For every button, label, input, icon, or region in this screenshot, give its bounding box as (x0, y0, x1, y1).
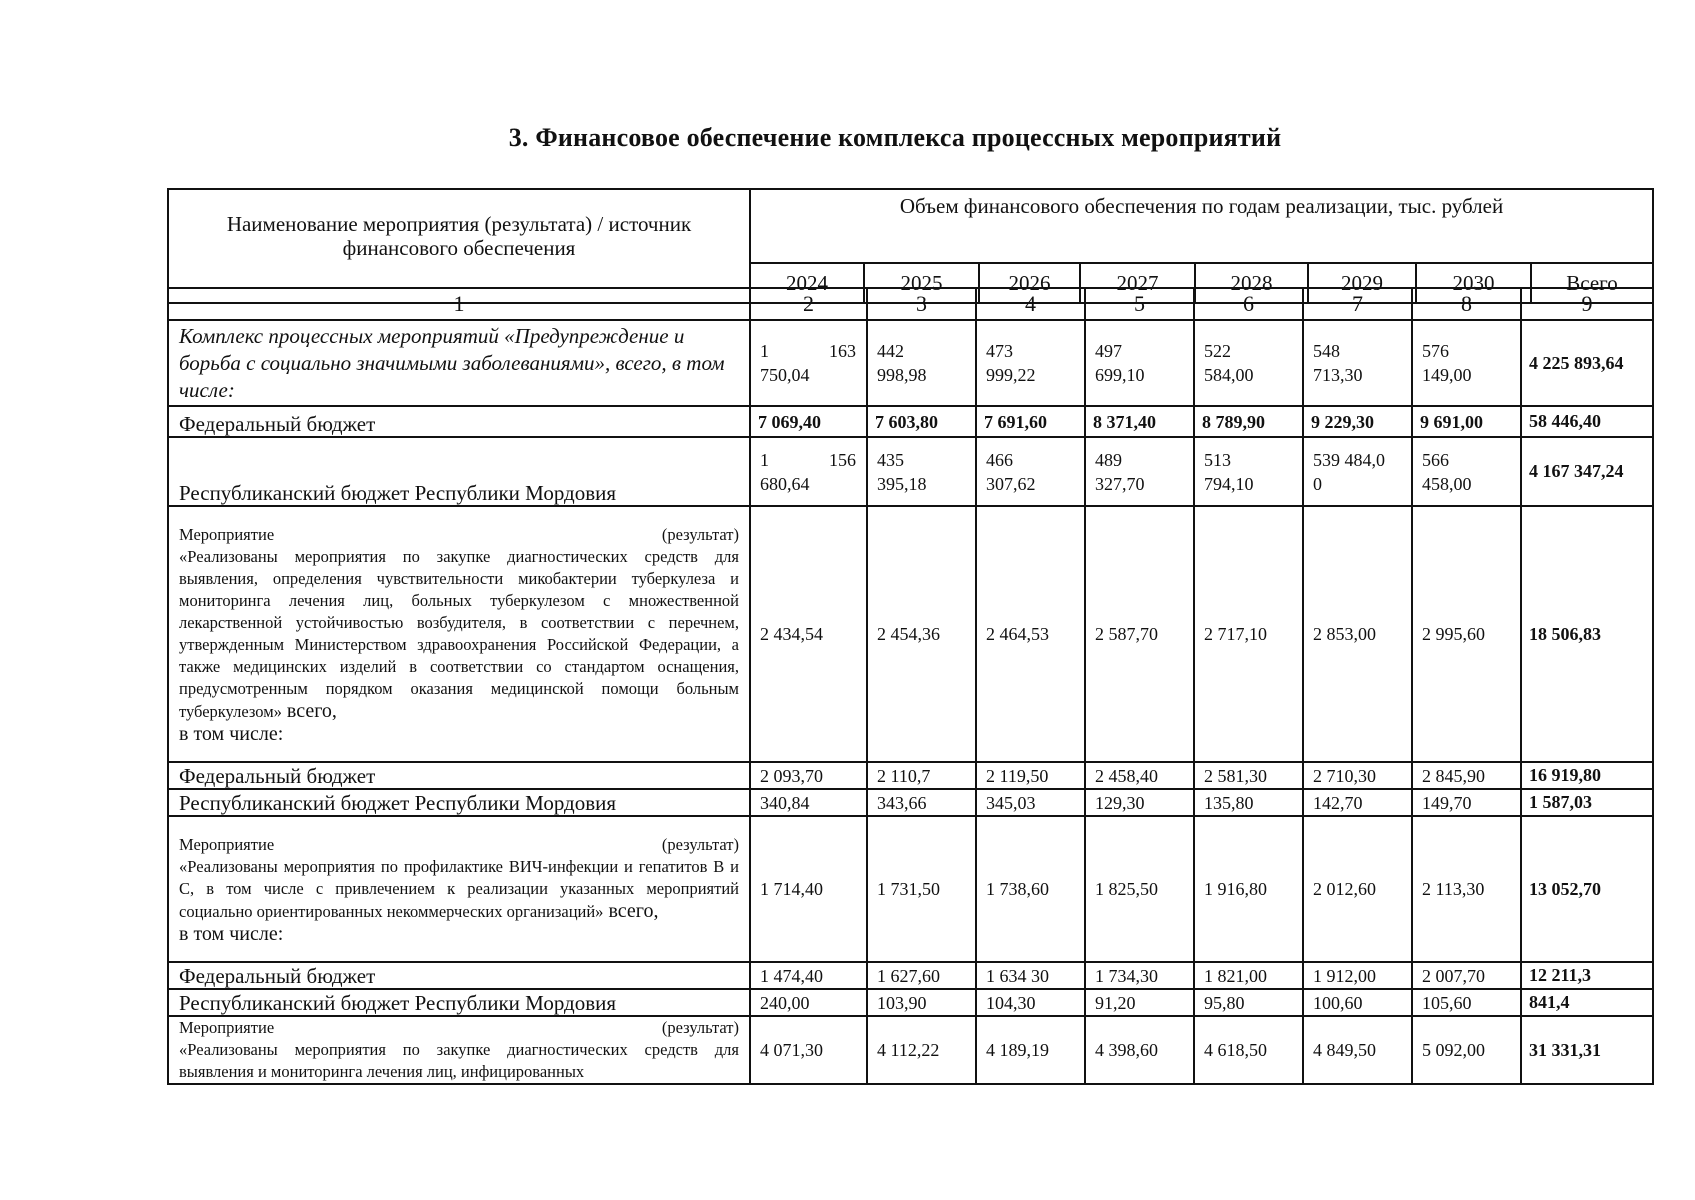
year-header: 2025 (864, 263, 979, 303)
year-header: 2029 (1308, 263, 1416, 303)
volume-column-header: Объем финансового обеспечения по годам реализации, тыс. рублей (750, 189, 1653, 263)
measure-text: в том числе: (179, 922, 284, 945)
value-cell: 91,20 (1085, 989, 1194, 1016)
value-part: 750,04 (760, 365, 810, 385)
value-part: 307,62 (986, 473, 1036, 494)
value-cell: 1 916,80 (1194, 816, 1303, 962)
value-cell (976, 320, 1085, 406)
total-cell: 18 506,83 (1521, 506, 1653, 762)
value-cell: 9 229,30 (1303, 406, 1412, 437)
value-part: 998,98 (877, 365, 927, 385)
measure-label: (результат) (661, 834, 739, 854)
column-number: 5 (1085, 288, 1194, 320)
value-cell: 4 112,22 (867, 1016, 976, 1084)
value-cell (976, 437, 1085, 506)
value-cell: 343,66 (867, 789, 976, 816)
value-cell: 7 603,80 (867, 406, 976, 437)
value-part: 442 (877, 341, 904, 361)
value-part: 713,30 (1313, 365, 1363, 385)
total-cell: 58 446,40 (1521, 406, 1653, 437)
year-header: 2028 (1195, 263, 1308, 303)
value-cell: 4 189,19 (976, 1016, 1085, 1084)
column-number: 6 (1194, 288, 1303, 320)
value-part: 473 (986, 341, 1013, 361)
value-part: 497 (1095, 341, 1122, 361)
total-header: Всего (1531, 263, 1653, 303)
value-part: 0 (1313, 473, 1322, 494)
value-part: 489 (1095, 449, 1122, 470)
value-cell: 2 587,70 (1085, 506, 1194, 762)
table-row-federal (168, 962, 1653, 989)
column-number: 3 (867, 288, 976, 320)
value-part: 149,00 (1422, 365, 1472, 385)
value-cell: 345,03 (976, 789, 1085, 816)
column-number: 8 (1412, 288, 1521, 320)
column-number: 2 (750, 288, 867, 320)
total-cell: 1 587,03 (1521, 789, 1653, 816)
table-row-measure (168, 1016, 1653, 1084)
value-part: 156 (829, 449, 856, 470)
measure-text: «Реализованы мероприятия по закупке диагностических средств для выявления и мониторинга лечения лиц, инфицированных (179, 1040, 739, 1081)
value-cell: 104,30 (976, 989, 1085, 1016)
value-cell: 129,30 (1085, 789, 1194, 816)
value-cell: 100,60 (1303, 989, 1412, 1016)
measure-label: Мероприятие (179, 1018, 275, 1037)
value-cell: 9 691,00 (1412, 406, 1521, 437)
total-cell: 13 052,70 (1521, 816, 1653, 962)
value-cell: 1 912,00 (1303, 962, 1412, 989)
value-cell: 1 734,30 (1085, 962, 1194, 989)
table-row-federal (168, 406, 1653, 437)
value-cell (867, 437, 976, 506)
source-name: Республиканский бюджет Республики Мордовия (168, 437, 750, 506)
value-cell (750, 320, 867, 406)
value-cell: 240,00 (750, 989, 867, 1016)
value-cell: 8 789,90 (1194, 406, 1303, 437)
value-cell: 142,70 (1303, 789, 1412, 816)
source-name: Федеральный бюджет (168, 406, 750, 437)
value-part: 327,70 (1095, 473, 1145, 494)
year-header: 2024 (750, 263, 864, 303)
value-cell: 2 710,30 (1303, 762, 1412, 789)
measure-description (168, 506, 750, 762)
value-cell (750, 437, 867, 506)
measure-text: в том числе: (179, 722, 284, 745)
total-cell: 4 225 893,64 (1521, 320, 1653, 406)
value-cell: 4 398,60 (1085, 1016, 1194, 1084)
value-cell: 1 627,60 (867, 962, 976, 989)
column-number: 1 (168, 288, 750, 320)
measure-description (168, 816, 750, 962)
value-part: 395,18 (877, 473, 927, 494)
value-part: 435 (877, 449, 904, 470)
source-name: Республиканский бюджет Республики Мордовия (168, 789, 750, 816)
value-part: 680,64 (760, 473, 810, 494)
value-cell: 2 464,53 (976, 506, 1085, 762)
value-part: 513 (1204, 449, 1231, 470)
value-cell: 2 853,00 (1303, 506, 1412, 762)
value-part: 466 (986, 449, 1013, 470)
value-cell: 2 581,30 (1194, 762, 1303, 789)
value-cell: 1 821,00 (1194, 962, 1303, 989)
value-cell: 1 731,50 (867, 816, 976, 962)
finance-table (167, 287, 1654, 1085)
value-cell: 1 738,60 (976, 816, 1085, 962)
value-part: 539 484,0 (1313, 449, 1385, 470)
value-cell: 2 012,60 (1303, 816, 1412, 962)
value-cell: 8 371,40 (1085, 406, 1194, 437)
value-part: 566 (1422, 449, 1449, 470)
value-cell (1194, 320, 1303, 406)
value-cell: 2 007,70 (1412, 962, 1521, 989)
value-cell (1303, 320, 1412, 406)
table-row-federal (168, 762, 1653, 789)
year-header: 2026 (979, 263, 1080, 303)
value-cell: 4 071,30 (750, 1016, 867, 1084)
value-cell: 4 618,50 (1194, 1016, 1303, 1084)
page-title: 3. Финансовое обеспечение комплекса процессных мероприятий (508, 123, 1282, 152)
source-name: Федеральный бюджет (168, 962, 750, 989)
table-row-complex (168, 320, 1653, 406)
value-part: 1 (760, 449, 769, 470)
total-cell: 841,4 (1521, 989, 1653, 1016)
value-part: 548 (1313, 341, 1340, 361)
value-cell: 2 119,50 (976, 762, 1085, 789)
value-cell: 2 458,40 (1085, 762, 1194, 789)
table-row-republic (168, 437, 1653, 506)
value-cell (1412, 437, 1521, 506)
value-cell: 1 474,40 (750, 962, 867, 989)
measure-label: Мероприятие (179, 524, 275, 544)
column-number-row (168, 288, 1653, 320)
measure-text: «Реализованы мероприятия по профилактике ВИЧ-инфекции и гепатитов В и С, в том числе с привлечением к реализации указанных мероприятий социально ориентированных некоммерческих организаций» (179, 856, 739, 921)
value-cell: 1 825,50 (1085, 816, 1194, 962)
value-cell: 95,80 (1194, 989, 1303, 1016)
value-cell: 2 995,60 (1412, 506, 1521, 762)
value-cell: 2 845,90 (1412, 762, 1521, 789)
value-cell: 340,84 (750, 789, 867, 816)
value-cell: 2 110,7 (867, 762, 976, 789)
source-name: Республиканский бюджет Республики Мордовия (168, 989, 750, 1016)
value-part: 576 (1422, 341, 1449, 361)
value-cell (1194, 437, 1303, 506)
total-cell: 12 211,3 (1521, 962, 1653, 989)
source-name: Федеральный бюджет (168, 762, 750, 789)
measure-label: (результат) (661, 1018, 739, 1037)
column-number: 9 (1521, 288, 1653, 320)
value-cell: 103,90 (867, 989, 976, 1016)
value-cell: 7 691,60 (976, 406, 1085, 437)
value-part: 584,00 (1204, 365, 1254, 385)
value-cell (1412, 320, 1521, 406)
value-cell: 105,60 (1412, 989, 1521, 1016)
complex-name: Комплекс процессных мероприятий «Предупреждение и борьба с социально значимыми заболеваниями», всего, в том числе: (168, 320, 750, 406)
table-row-republic (168, 989, 1653, 1016)
measure-text: всего, (281, 699, 337, 722)
value-cell (867, 320, 976, 406)
measure-label: (результат) (661, 524, 739, 544)
value-cell: 2 717,10 (1194, 506, 1303, 762)
value-cell: 135,80 (1194, 789, 1303, 816)
value-part: 999,22 (986, 365, 1036, 385)
value-cell: 2 113,30 (1412, 816, 1521, 962)
value-cell: 1 634 30 (976, 962, 1085, 989)
value-cell (1085, 320, 1194, 406)
table-row-measure (168, 816, 1653, 962)
value-cell: 4 849,50 (1303, 1016, 1412, 1084)
value-cell: 2 434,54 (750, 506, 867, 762)
value-cell: 7 069,40 (750, 406, 867, 437)
value-cell: 1 714,40 (750, 816, 867, 962)
value-cell: 5 092,00 (1412, 1016, 1521, 1084)
table-row-measure (168, 506, 1653, 762)
value-part: 1 (760, 341, 769, 361)
column-number: 4 (976, 288, 1085, 320)
value-part: 794,10 (1204, 473, 1254, 494)
total-cell: 4 167 347,24 (1521, 437, 1653, 506)
value-cell (1303, 437, 1412, 506)
value-part: 163 (829, 341, 856, 361)
value-cell: 2 093,70 (750, 762, 867, 789)
column-number: 7 (1303, 288, 1412, 320)
value-part: 699,10 (1095, 365, 1145, 385)
year-header: 2027 (1080, 263, 1195, 303)
total-cell: 31 331,31 (1521, 1016, 1653, 1084)
table-row-republic (168, 789, 1653, 816)
measure-label: Мероприятие (179, 834, 275, 854)
value-cell (1085, 437, 1194, 506)
value-cell: 2 454,36 (867, 506, 976, 762)
value-part: 458,00 (1422, 473, 1472, 494)
name-column-header: Наименование мероприятия (результата) / источник финансового обеспечения (168, 189, 750, 303)
total-cell: 16 919,80 (1521, 762, 1653, 789)
measure-text: всего, (603, 899, 659, 922)
value-part: 522 (1204, 341, 1231, 361)
measure-text: «Реализованы мероприятия по закупке диагностических средств для выявления, определения чувствительности микобактерии туберкулеза и мониторинга лечения лиц, больных туберкулезом с множественной лекарственной устойчивостью возбудителя, в соответствии с перечнем, утвержденным Министерством здравоохранения Российской Федерации, а также медицинских изделий в соответствии со стандартом оснащения, предусмотренным порядком оказания медицинской помощи больным туберкулезом» (179, 546, 739, 721)
year-header: 2030 (1416, 263, 1531, 303)
value-cell: 149,70 (1412, 789, 1521, 816)
measure-description (168, 1016, 750, 1084)
